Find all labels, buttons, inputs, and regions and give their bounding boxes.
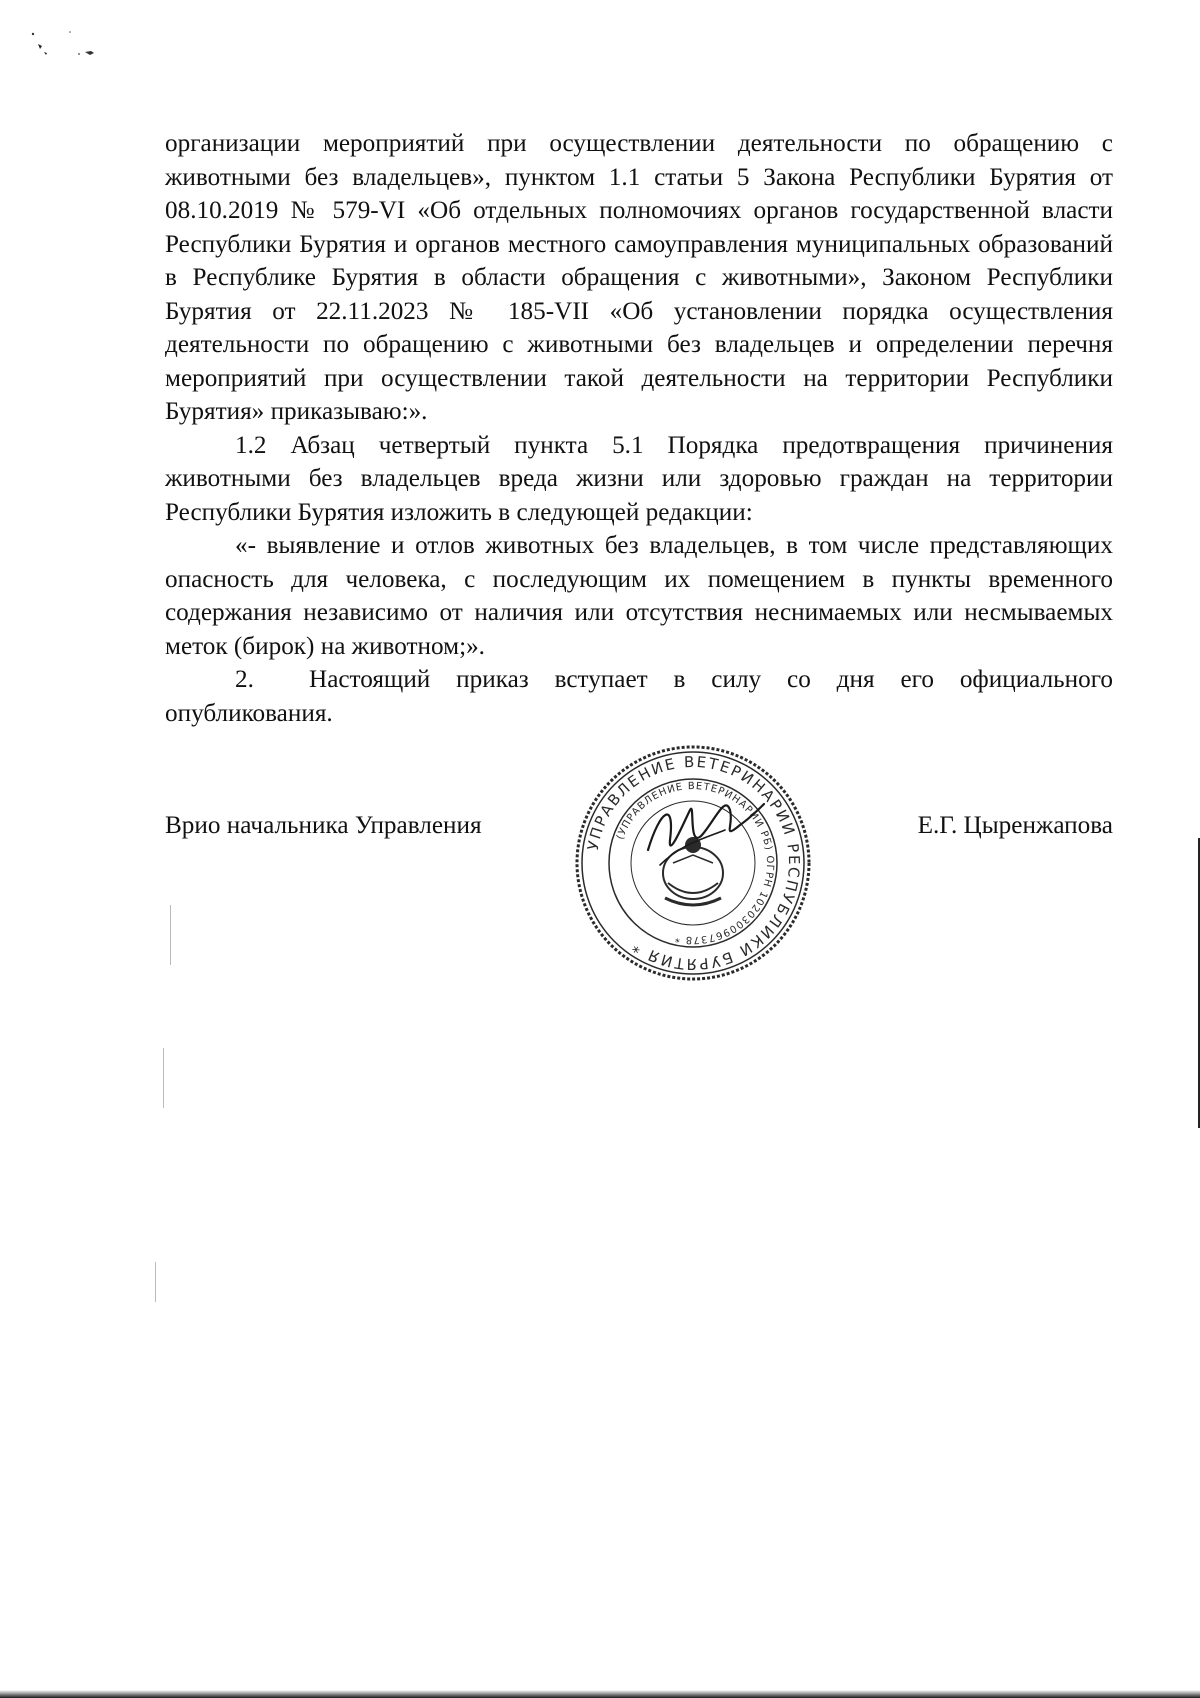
scan-bottom-edge — [0, 1690, 1200, 1698]
svg-text:УПРАВЛЕНИЕ ВЕТЕРИНАРИИ РЕСПУБЛ: УПРАВЛЕНИЕ ВЕТЕРИНАРИИ РЕСПУБЛИКИ БУРЯТИЯ * — [583, 752, 804, 974]
svg-text:(УПРАВЛЕНИЕ ВЕТЕРИНАРИИ РБ) ОГ: (УПРАВЛЕНИЕ ВЕТЕРИНАРИИ РБ) ОГРН 1020300967378 * — [615, 780, 776, 946]
paragraph-preamble-continuation: организации мероприятий при осуществлении деятельности по обращению с животными без владельцев», пунктом 1.1 статьи 5 Закона Республики Бурятия от 08.10.2019 № 579-VI «Об отдельных полномочиях органов государственной власти Республики Бурятия и органов местного самоуправления муниципальных образований в Республике Бурятия в области обращения с животными», Законом Республики Бурятия от 22.11.2023 № 185-VII «Об установлении порядка осуществления деятельности по обращению с животными без владельцев и определении перечня мероприятий при осуществлении такой деятельности на территории Республики Бурятия» приказываю:». — [165, 130, 1113, 425]
paragraph-1-2: 1.2 Абзац четвертый пункта 5.1 Порядка предотвращения причинения животными без владельцев вреда жизни или здоровью граждан на территории Республики Бурятия изложить в следующей редакции: — [165, 431, 1113, 526]
paragraph-number: 2. — [235, 666, 254, 693]
scan-artifact-line — [155, 1262, 156, 1302]
paragraph-2-text: Настоящий приказ вступает в силу со дня его официального опубликования. — [165, 666, 1113, 727]
handwritten-signature — [630, 780, 770, 890]
paragraph-quoted-edit: «- выявление и отлов животных без владельцев, в том числе представляющих опасность для человека, с последующим их помещением в пункты временного содержания независимо от наличия или отсутствия неснимаемых или несмываемых меток (бирок) на животном;». — [165, 532, 1113, 660]
scan-specks — [30, 30, 120, 80]
paragraph-2 — [165, 663, 1113, 730]
scan-artifact-line — [170, 905, 171, 965]
document-body — [165, 127, 1113, 730]
signatory-position: Врио начальника Управления — [165, 812, 482, 839]
scan-artifact-line — [163, 1048, 164, 1108]
signatory-name: Е.Г. Цыренжапова — [917, 812, 1113, 839]
